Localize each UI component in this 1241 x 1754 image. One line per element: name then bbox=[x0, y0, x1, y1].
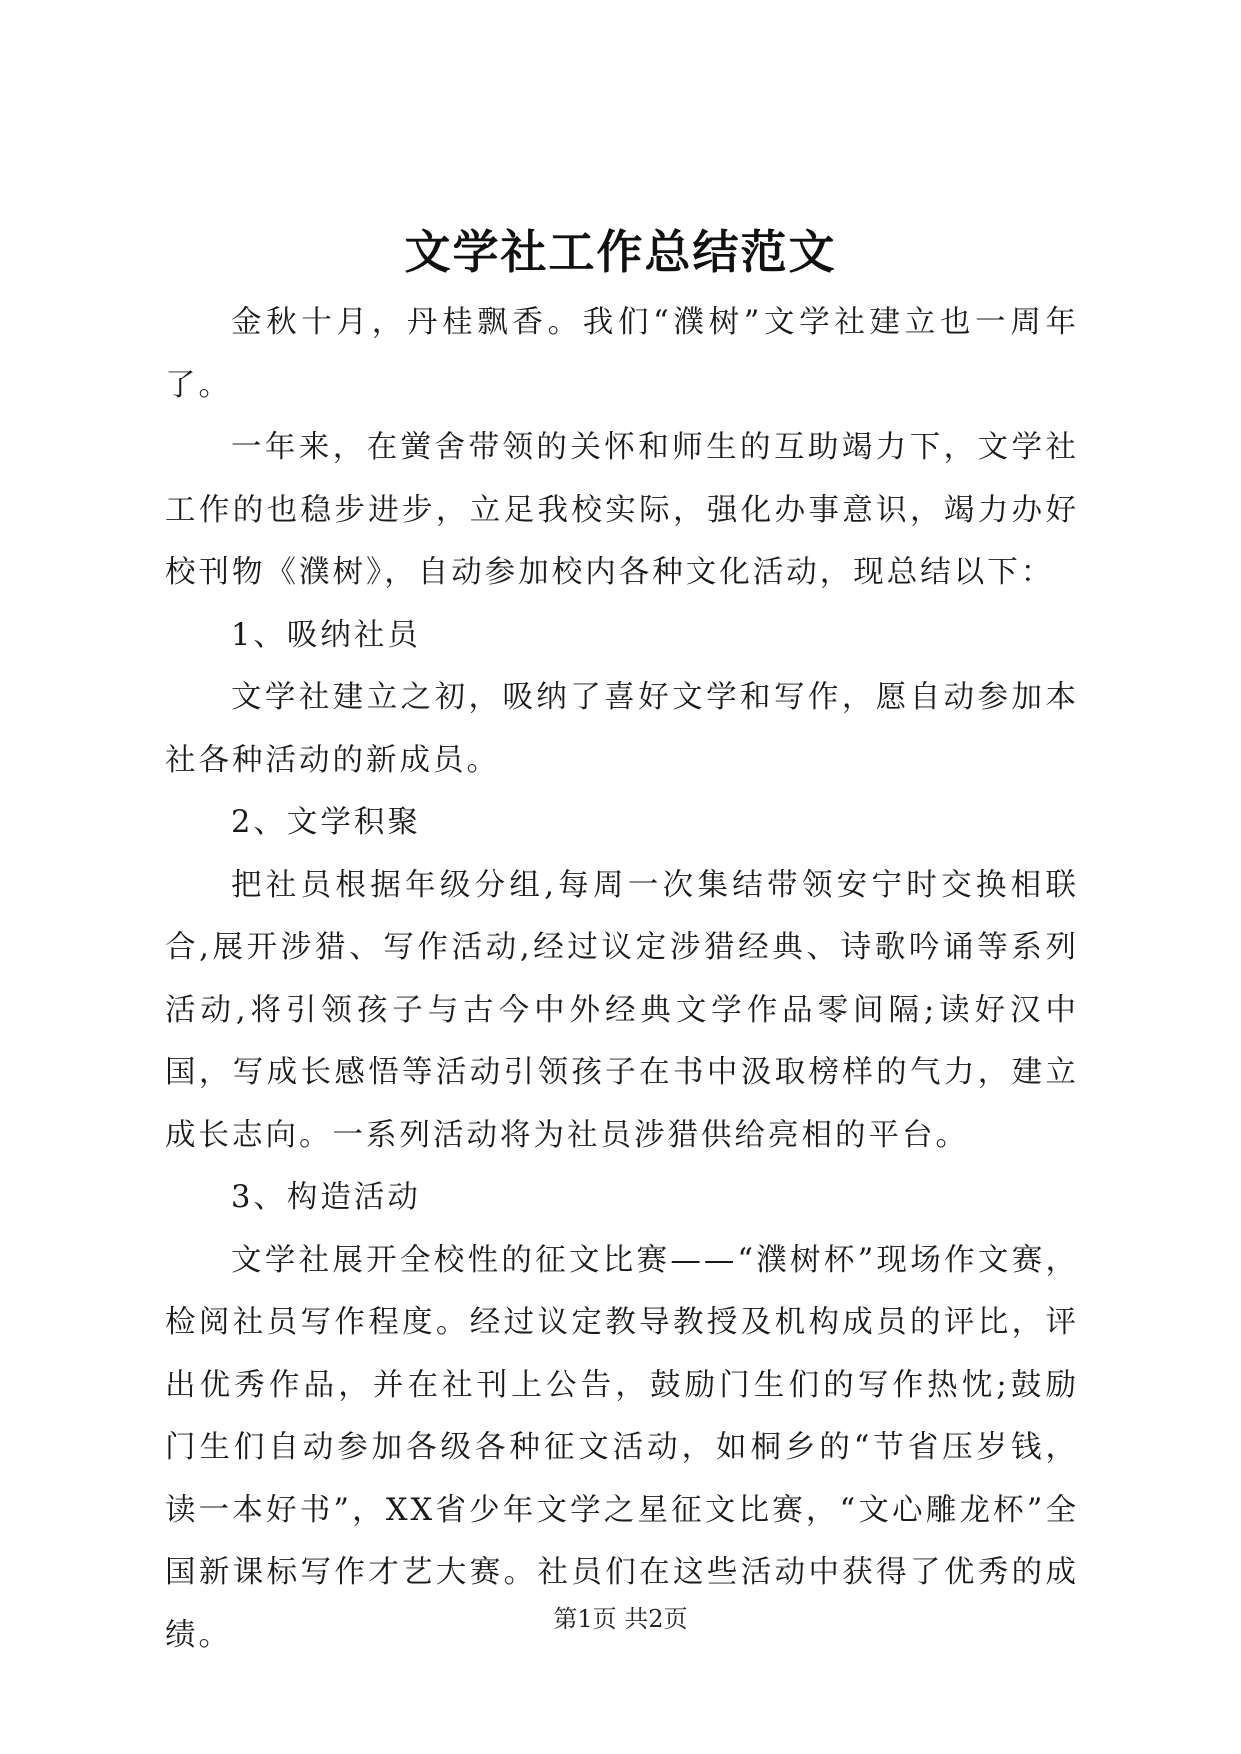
document-body bbox=[165, 292, 1079, 1667]
paragraph-section-1: 文学社建立之初，吸纳了喜好文学和写作，愿自动参加本社各种活动的新成员。 bbox=[165, 680, 1079, 778]
page-number-footer: 第1页 共2页 bbox=[553, 1605, 688, 1633]
paragraph-intro: 金秋十月，丹桂飘香。我们“濮树”文学社建立也一周年了。 bbox=[165, 305, 1079, 403]
document-title: 文学社工作总结范文 bbox=[404, 225, 837, 279]
paragraph-section-2: 把社员根据年级分组,每周一次集结带领安宁时交换相联合,展开涉猎、写作活动,经过议定涉猎经典、诗歌吟诵等系列活动,将引领孩子与古今中外经典文学作品零间隔;读好汉中国，写成长感悟等活动引领孩子在书中汲取榜样的气力，建立成长志向。一系列活动将为社员涉猎供给亮相的平台。 bbox=[165, 867, 1079, 1153]
section-heading-2: 2、文学积聚 bbox=[231, 805, 421, 840]
paragraph-overview: 一年来，在黉舍带领的关怀和师生的互助竭力下，文学社工作的也稳步进步，立足我校实际，强化办事意识，竭力办好校刊物《濮树》，自动参加校内各种文化活动，现总结以下： bbox=[165, 430, 1079, 590]
paragraph-section-3: 文学社展开全校性的征文比赛——“濮树杯”现场作文赛，检阅社员写作程度。经过议定教导教授及机构成员的评比，评出优秀作品，并在社刊上公告，鼓励门生们的写作热忱;鼓励门生们自动参加各级各种征文活动，如桐乡的“节省压岁钱，读一本好书”，XX省少年文学之星征文比赛，“文心雕龙杯”全国新课标写作才艺大赛。社员们在这些活动中获得了优秀的成绩。 bbox=[165, 1242, 1079, 1653]
section-heading-1: 1、吸纳社员 bbox=[231, 617, 421, 653]
section-heading-3: 3、构造活动 bbox=[231, 1180, 421, 1215]
